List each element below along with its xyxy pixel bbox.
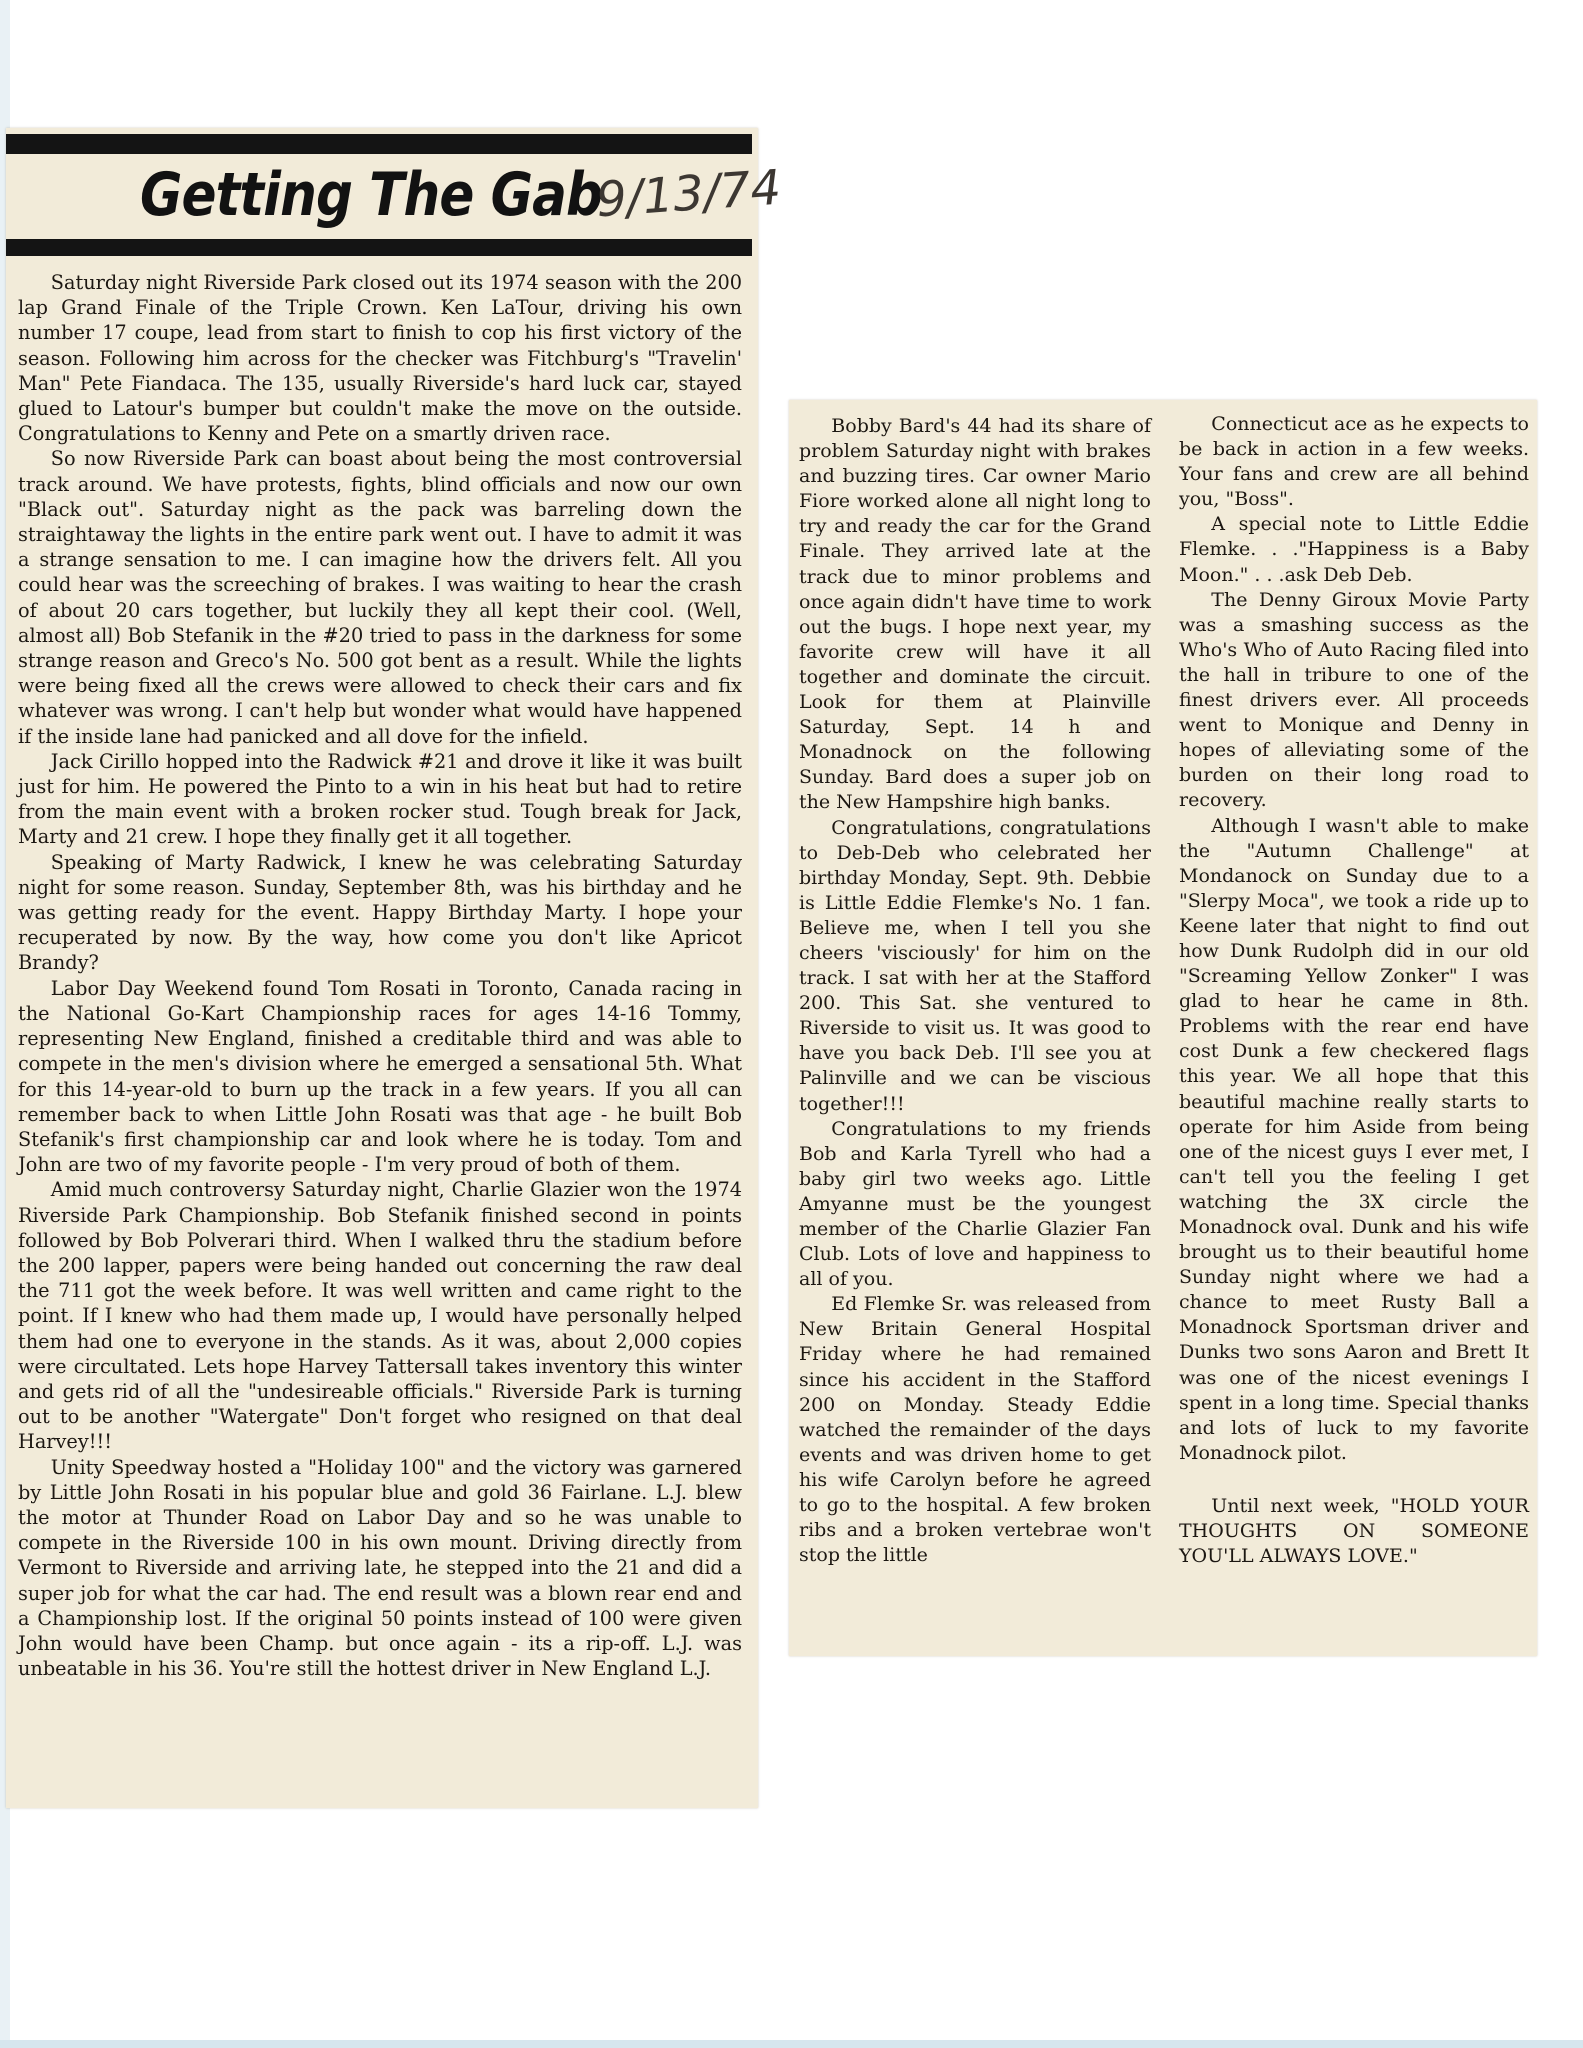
right-column-b-text <box>1179 412 1529 1569</box>
paragraph: Unity Speedway hosted a "Holiday 100" and the victory was garnered by Little John Rosati in his popular blue and gold 36 Fairlane. L.J. blew the motor at Thunder Road on Labor Day and so he was unable to compete in the Riverside 100 in his own mount. Driving directly from Vermont to Riverside and arriving late, he stepped into the 21 and did a super job for what the car had. The end result was a blown rear end and a Championship lost. If the original 50 points instead of 100 were given John would have been Champ. but once again - its a rip-off. L.J. was unbeatable in his 36. You're still the hottest driver in New England L.J. <box>18 1455 742 1681</box>
right-column-a-text <box>799 414 1151 1568</box>
left-column-text <box>18 270 742 1681</box>
paragraph: Ed Flemke Sr. was released from New Britain General Hospital Friday where he had remained since his accident in the Stafford 200 on Monday. Steady Eddie watched the remainder of the days events and was driven home to get his wife Carolyn before he agreed to go to the hospital. A few broken ribs and a broken vertebrae won't stop the little <box>799 1293 1151 1567</box>
masthead-rule-top <box>6 134 752 154</box>
newspaper-clipping-left <box>6 128 783 1808</box>
column-title: Getting The Gab <box>140 160 603 230</box>
newspaper-clipping-right <box>789 400 1537 1656</box>
paragraph: A special note to Little Eddie Flemke. . ."Happiness is a Baby Moon." . . .ask Deb Deb. <box>1179 513 1529 586</box>
handwritten-date: 9/13/74 <box>594 159 783 229</box>
paragraph: Labor Day Weekend found Tom Rosati in Toronto, Canada racing in the National Go-Kart Championship races for ages 14-16 Tommy, representing New England, finished a creditable third and was able to compete in the men's division where he emerged a sensational 5th. What for this 14-year-old to burn up the track in a few years. If you all can remember back to when Little John Rosati was that age - he built Bob Stefanik's first championship car and look where he is today. Tom and John are two of my favorite people - I'm very proud of both of them. <box>18 976 742 1177</box>
paragraph: So now Riverside Park can boast about being the most controversial track around. We have protests, fights, blind officials and now our own "Black out". Saturday night as the pack was barreling down the straightaway the lights in the entire park went out. I have to admit it was a strange sensation to me. I can imagine how the drivers felt. All you could hear was the screeching of brakes. I was waiting to hear the crash of about 20 cars together, but luckily they all kept their cool. (Well, almost all) Bob Stefanik in the #20 tried to pass in the darkness for some strange reason and Greco's No. 500 got bent as a result. While the lights were being fixed all the crews were allowed to check their cars and fix whatever was wrong. I can't help but wonder what would have happened if the inside lane had panicked and all dove for the infield. <box>18 447 742 748</box>
paragraph: Connecticut ace as he expects to be back in action in a few weeks. Your fans and crew are all behind you, "Boss". <box>1179 413 1529 511</box>
masthead <box>6 128 783 258</box>
paragraph: The Denny Giroux Movie Party was a smashing success as the Who's Who of Auto Racing filed into the hall in tribure to one of the finest drivers ever. All proceeds went to Monique and Denny in hopes of alleviating some of the burden on their long road to recovery. <box>1179 588 1529 812</box>
paragraph: Although I wasn't able to make the "Autumn Challenge" at Mondanock on Sunday due to a "Slerpy Moca", we took a ride up to Keene later that night to find out how Dunk Rudolph did in our old "Screaming Yellow Zonker" I was glad to hear he came in 8th. Problems with the rear end have cost Dunk a few checkered flags this year. We all hope that this beautiful machine really starts to operate for him Aside from being one of the nicest guys I ever met, I can't tell you the feeling I get watching the 3X circle the Monadnock oval. Dunk and his wife brought us to their beautiful home Sunday night where we had a chance to meet Rusty Ball a Monadnock Sportsman driver and Dunks two sons Aaron and Brett It was one of the nicest evenings I spent in a long time. Special thanks and lots of luck to my favorite Monadnock pilot. <box>1179 814 1529 1464</box>
paragraph: Amid much controversy Saturday night, Charlie Glazier won the 1974 Riverside Park Championship. Bob Stefanik finished second in points followed by Bob Polverari third. When I walked thru the stadium before the 200 lapper, papers were being handed out concerning the raw deal the 711 got the week before. It was well written and came right to the point. If I knew who had them made up, I would have personally helped them had one to everyone in the stands. As it was, about 2,000 copies were circultated. Lets hope Harvey Tattersall takes inventory this winter and gets rid of all the "undesireable officials." Riverside Park is turning out to be another "Watergate" Don't forget who resigned on that deal Harvey!!! <box>18 1178 742 1454</box>
paragraph: Jack Cirillo hopped into the Radwick #21 and drove it like it was built just for him. He powered the Pinto to a win in his heat but had to retire from the main event with a broken rocker stud. Tough break for Jack, Marty and 21 crew. I hope they finally get it all together. <box>18 749 742 849</box>
paragraph: Congratulations to my friends Bob and Karla Tyrell who had a baby girl two weeks ago. Little Amyanne must be the youngest member of the Charlie Glazier Fan Club. Lots of love and happiness to all of you. <box>799 1117 1151 1291</box>
paragraph: Bobby Bard's 44 had its share of problem Saturday night with brakes and buzzing tires. Car owner Mario Fiore worked alone all night long to try and ready the car for the Grand Finale. They arrived late at the track due to minor problems and once again didn't have time to work out the bugs. I hope next year, my favorite crew will have it all together and dominate the circuit. Look for them at Plainville Saturday, Sept. 14 h and Monadnock on the following Sunday. Bard does a super job on the New Hampshire high banks. <box>799 415 1151 814</box>
masthead-rule-bottom <box>6 239 752 256</box>
scan-edge-bottom <box>0 2040 1583 2048</box>
paragraph: Speaking of Marty Radwick, I knew he was celebrating Saturday night for some reason. Sunday, September 8th, was his birthday and he was getting ready for the event. Happy Birthday Marty. I hope your recuperated by now. By the way, how come you don't like Apricot Brandy? <box>18 850 742 975</box>
paragraph: Saturday night Riverside Park closed out its 1974 season with the 200 lap Grand Finale of the Triple Crown. Ken LaTour, driving his own number 17 coupe, lead from start to finish to cop his first victory of the season. Following him across for the checker was Fitchburg's "Travelin' Man" Pete Fiandaca. The 135, usually Riverside's hard luck car, stayed glued to Latour's bumper but couldn't make the move on the outside. Congratulations to Kenny and Pete on a smartly driven race. <box>18 271 742 446</box>
closing-line: Until next week, "HOLD YOUR THOUGHTS ON SOMEONE YOU'LL ALWAYS LOVE." <box>1179 1494 1529 1568</box>
paragraph: Congratulations, congratulations to Deb-Deb who celebrated her birthday Monday, Sept. 9th. Debbie is Little Eddie Flemke's No. 1 fan. Believe me, when I tell you she cheers 'visciously' for him on the track. I sat with her at the Stafford 200. This Sat. she ventured to Riverside to visit us. It was good to have you back Deb. I'll see you at Palinville and we can be viscious together!!! <box>799 816 1151 1115</box>
